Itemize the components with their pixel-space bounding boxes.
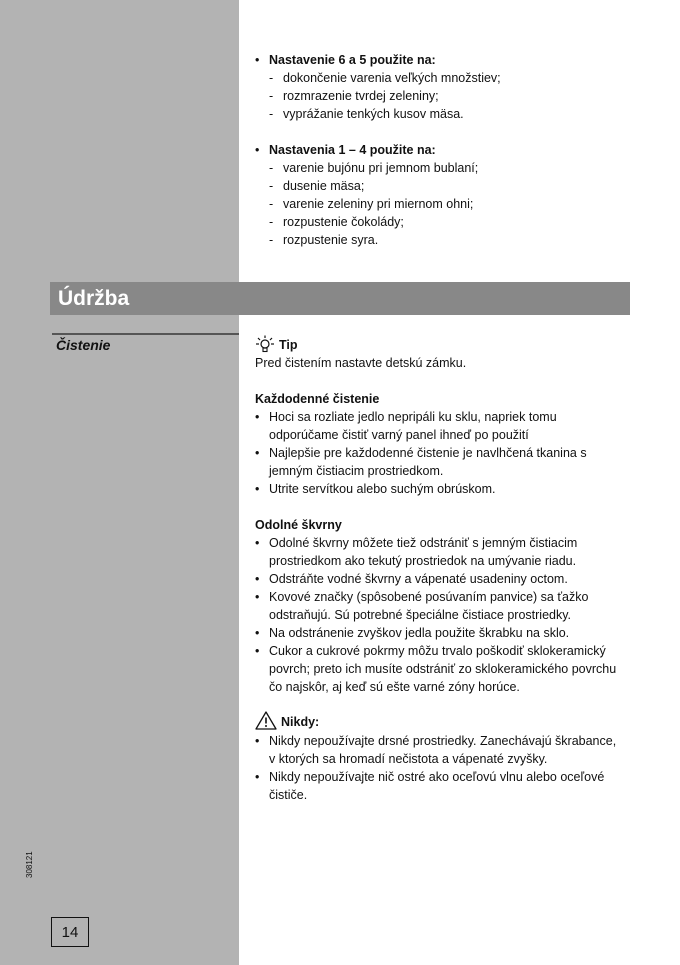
settings-sublist [255, 69, 635, 123]
settings-list [255, 51, 635, 249]
list-item [255, 588, 635, 624]
subsection-divider [52, 333, 239, 335]
subsection-title: Čistenie [56, 337, 111, 353]
list-item [255, 732, 635, 768]
list-item: - rozmrazenie tvrdej zeleniny; [269, 87, 635, 105]
stubborn-stains-list [255, 534, 635, 696]
list-item: - dokončenie varenia veľkých množstiev; [269, 69, 635, 87]
list-item-line: čo najskôr, aj keď sú ešte varné zóny horúce. [269, 680, 520, 694]
list-item [255, 642, 635, 696]
warning-list [255, 732, 635, 804]
list-item-line: odporúčame čistiť varný panel ihneď po použití [269, 428, 529, 442]
list-item-line: Na odstránenie zvyškov jedla použite škrabku na sklo. [269, 626, 570, 640]
list-item [255, 624, 635, 642]
section-header-bar [50, 282, 630, 315]
daily-cleaning-title: Každodenné čistenie [255, 392, 380, 406]
top-content [255, 51, 635, 249]
tip-heading [255, 336, 635, 354]
document-code: 308121 [25, 851, 34, 878]
list-item: - dusenie mäsa; [269, 177, 635, 195]
list-item: - rozpustenie syra. [269, 231, 635, 249]
list-item [255, 408, 635, 444]
list-item-line: Nikdy nepoužívajte nič ostré ako oceľovú vlnu alebo oceľové [269, 770, 605, 784]
list-item [255, 768, 635, 804]
settings-group-1-4 [255, 141, 635, 249]
list-item-line: v ktorých sa hromadí nečistota a vápenaté zvyšky. [269, 752, 548, 766]
left-sidebar [0, 0, 239, 965]
list-item-line: Cukor a cukrové pokrmy môžu trvalo poškodiť sklokeramický [269, 644, 606, 658]
list-item: - vyprážanie tenkých kusov mäsa. [269, 105, 635, 123]
settings-group-title: Nastavenia 1 – 4 použite na: [269, 143, 436, 157]
list-item-line: jemným čistiacim prostriedkom. [269, 464, 444, 478]
page-number: 14 [51, 917, 89, 947]
cleaning-content [255, 336, 635, 804]
list-item [255, 570, 635, 588]
list-item-line: Kovové značky (spôsobené posúvaním panvice) sa ťažko [269, 590, 589, 604]
list-item-line: povrch; preto ich musíte odstrániť zo sklokeramického povrchu [269, 662, 617, 676]
list-item-line: odstraňujú. Sú potrebné špeciálne čistiace prostriedky. [269, 608, 572, 622]
settings-group-title: Nastavenie 6 a 5 použite na: [269, 53, 436, 67]
list-item: - varenie bujónu pri jemnom bublaní; [269, 159, 635, 177]
list-item [255, 444, 635, 480]
warning-label: Nikdy: [281, 715, 320, 729]
tip-label: Tip [279, 338, 298, 352]
list-item [255, 480, 635, 498]
list-item-line: čističe. [269, 788, 308, 802]
settings-sublist [255, 159, 635, 249]
list-item-line: Nikdy nepoužívajte drsné prostriedky. Zanechávajú škrabance, [269, 734, 617, 748]
warning-heading [255, 712, 635, 732]
list-item-line: prostriedkom ako tekutý prostriedok na umývanie riadu. [269, 554, 577, 568]
list-item-line: Odolné škvrny môžete tiež odstrániť s jemným čistiacim [269, 536, 578, 550]
list-item-line: Utrite servítkou alebo suchým obrúskom. [269, 482, 496, 496]
list-item-line: Odstráňte vodné škvrny a vápenaté usadeniny octom. [269, 572, 568, 586]
list-item: - rozpustenie čokolády; [269, 213, 635, 231]
section-title: Údržba [58, 287, 130, 310]
list-item-line: Hoci sa rozliate jedlo nepripáli ku sklu, napriek tomu [269, 410, 557, 424]
settings-group-6-5 [255, 51, 635, 123]
tip-text: Pred čistením nastavte detskú zámku. [255, 356, 467, 370]
lightbulb-icon [255, 335, 279, 356]
stubborn-stains-title: Odolné škvrny [255, 518, 342, 532]
list-item [255, 534, 635, 570]
daily-cleaning-list [255, 408, 635, 498]
warning-triangle-icon [255, 711, 281, 733]
list-item-line: Najlepšie pre každodenné čistenie je navlhčená tkanina s [269, 446, 587, 460]
list-item: - varenie zeleniny pri miernom ohni; [269, 195, 635, 213]
